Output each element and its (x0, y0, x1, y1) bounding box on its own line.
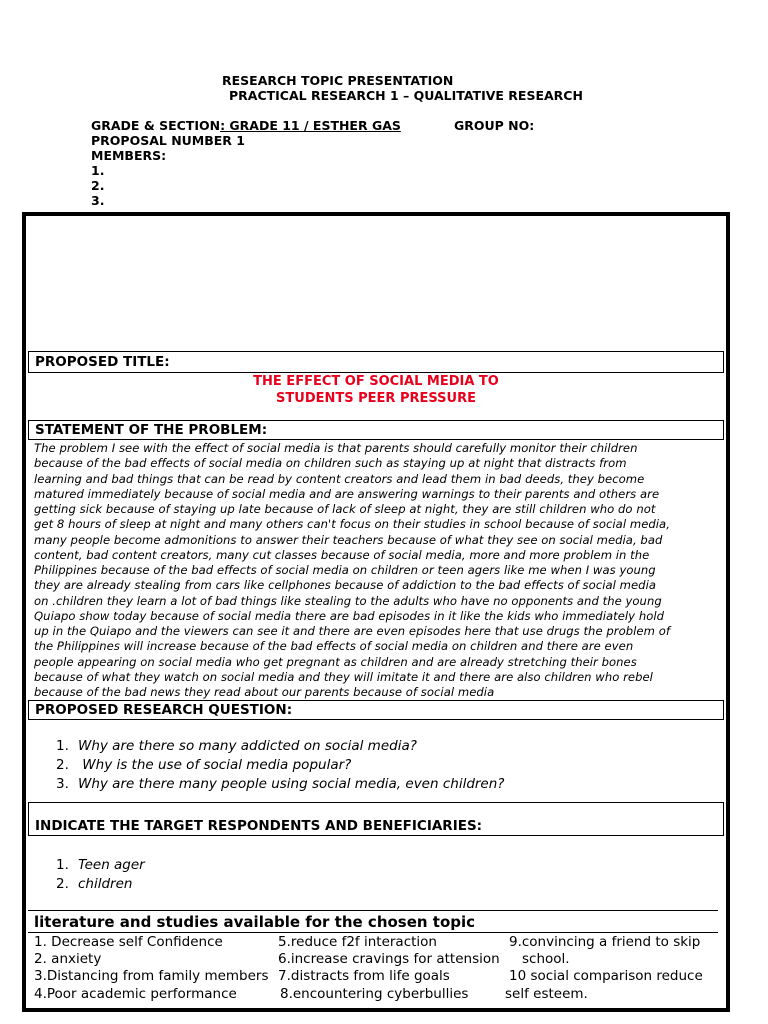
statement-line: because of what they watch on social media and they will imitate it and there are also children who rebel (34, 669, 653, 684)
statement-label: STATEMENT OF THE PROBLEM: (35, 422, 268, 438)
literature-label: literature and studies available for the chosen topic (34, 913, 476, 931)
list-item: 1. Why are there so many addicted on social media? (56, 738, 417, 754)
list-item: 2. children (56, 876, 133, 892)
literature-item: 7.distracts from life goals (278, 968, 450, 984)
literature-item: 8.encountering cyberbullies (280, 986, 469, 1002)
statement-line: many people become admonitions to answer their teachers because of what they see on social media, bad (34, 532, 663, 547)
literature-item: school. (522, 951, 570, 967)
statement-line: because of the bad effects of social media on children such as staying up at night that distracts from (34, 456, 627, 471)
respondents-list (56, 856, 145, 894)
respondents-row (28, 802, 724, 836)
statement-line: people appearing on social media who get pregnant as children and are already stretching their bones (34, 654, 637, 669)
statement-line: Quiapo show today because of social media there are bad episodes in it like the kids who immediately hold (34, 608, 665, 623)
list-item: 2. Why is the use of social media popular? (56, 757, 352, 773)
research-question-list (56, 737, 504, 794)
statement-line: learning and bad things that can be read by content creators and lead them in bad deeds, they become (34, 471, 645, 486)
literature-item: 5.reduce f2f interaction (278, 934, 437, 950)
statement-line: The problem I see with the effect of social media is that parents should carefully monitor their children (34, 441, 638, 455)
literature-item: self esteem. (505, 986, 588, 1002)
doc-title: RESEARCH TOPIC PRESENTATION (222, 73, 454, 88)
statement-line: matured immediately because of social media and are answering warnings to their parents and others are (34, 486, 660, 501)
statement-line: up in the Quiapo and the viewers can see it and there are even episodes here that use drugs the problem of (34, 624, 670, 638)
literature-item: 10 social comparison reduce (509, 968, 703, 984)
member-2: 2. (91, 178, 105, 193)
statement-line: they are already stealing from cars like cellphones because of addiction to the bad effects of social media (34, 578, 657, 593)
statement-line: content, bad content creators, many cut classes because of social media, more and more problem in the (34, 547, 650, 562)
proposed-title-row (28, 351, 724, 373)
members-label: MEMBERS: (91, 148, 167, 163)
statement-text (34, 441, 724, 700)
statement-line: getting sick because of staying up late because of lack of sleep at night, they are still children who do not (34, 502, 656, 516)
member-1: 1. (91, 163, 105, 178)
literature-item: 1. Decrease self Confidence (34, 934, 223, 950)
literature-item: 6.increase cravings for attension (278, 951, 500, 967)
statement-line: the Philippines will increase because of the bad effects of social media on children and there are even (34, 639, 634, 654)
group-no-label: GROUP NO: (454, 118, 535, 133)
proposed-title-line1: THE EFFECT OF SOCIAL MEDIA TO (253, 374, 499, 389)
doc-subtitle: PRACTICAL RESEARCH 1 – QUALITATIVE RESEARCH (229, 88, 583, 103)
list-item: 3. Why are there many people using social media, even children? (56, 776, 505, 792)
literature-top-rule (28, 910, 718, 911)
grade-label: GRADE & SECTION (91, 118, 221, 133)
grade-value: : GRADE 11 / ESTHER GAS (220, 118, 401, 133)
grade-section (91, 118, 401, 133)
statement-line: on .children they learn a lot of bad things like stealing to the adults who have no opponents and the young (34, 593, 662, 608)
literature-item: 3.Distancing from family members (34, 968, 269, 984)
literature-rule (28, 932, 718, 933)
proposed-title-label: PROPOSED TITLE: (35, 354, 170, 370)
proposed-title-line2: STUDENTS PEER PRESSURE (276, 391, 476, 406)
member-3: 3. (91, 193, 105, 208)
list-item: 1. Teen ager (56, 857, 145, 873)
literature-item: 2. anxiety (34, 951, 102, 967)
statement-line: Philippines because of the bad effects of social media on children or teen agers like me when I was young (34, 563, 656, 577)
statement-row (28, 420, 724, 440)
literature-item: 4.Poor academic performance (34, 986, 237, 1002)
proposal-number: PROPOSAL NUMBER 1 (91, 133, 245, 148)
research-question-label: PROPOSED RESEARCH QUESTION: (35, 702, 293, 718)
research-question-row (28, 700, 724, 720)
respondents-label: INDICATE THE TARGET RESPONDENTS AND BENEFICIARIES: (35, 818, 483, 834)
statement-line: because of the bad news they read about our parents because of social media (34, 685, 495, 699)
statement-line: get 8 hours of sleep at night and many others can't focus on their studies in school because of social media, (34, 517, 670, 532)
literature-item: 9.convincing a friend to skip (509, 934, 701, 950)
